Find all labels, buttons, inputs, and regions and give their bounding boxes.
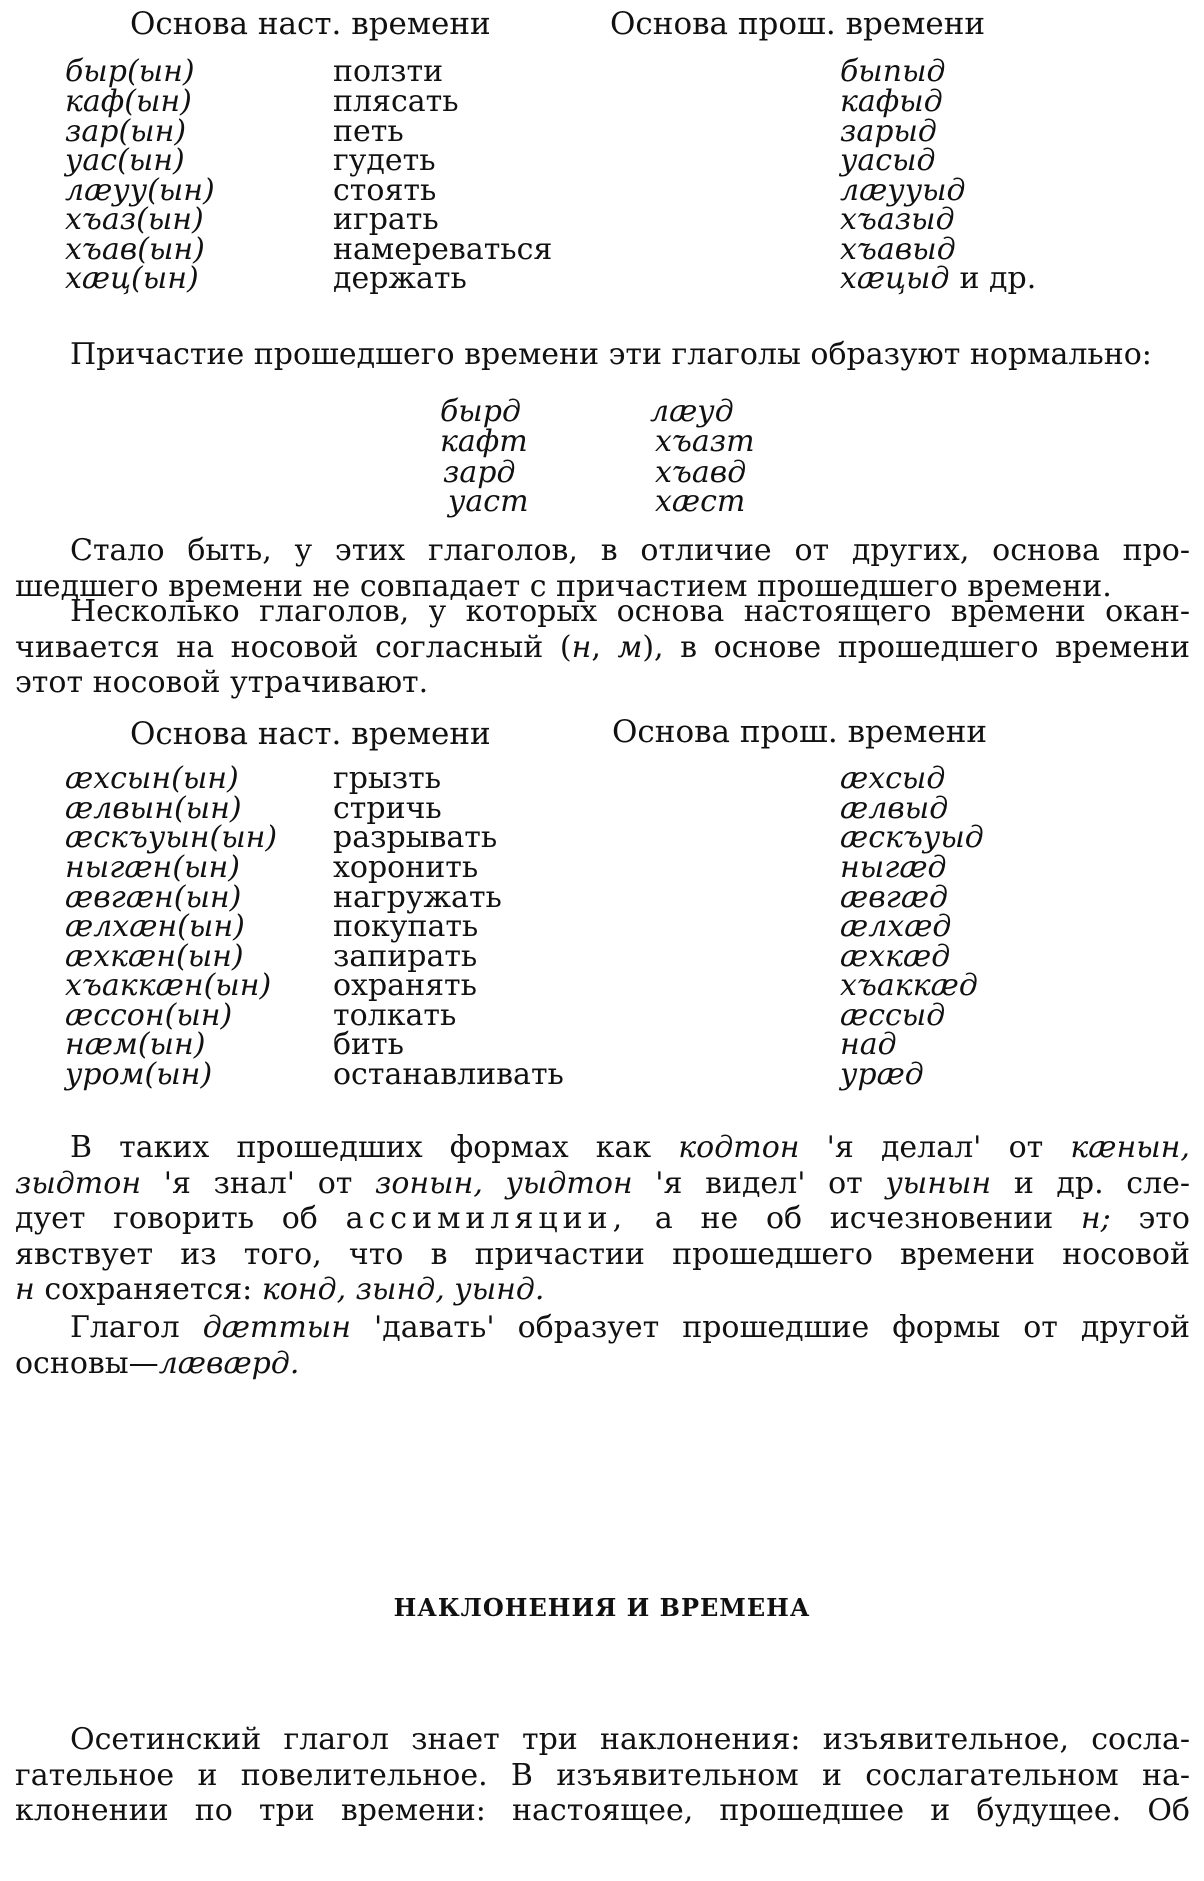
paragraph-line: Стало быть, у этих глаголов, в отличие от других, основа про- <box>70 533 1190 568</box>
past-stem: уасыд <box>840 143 936 178</box>
past-stem: æхсыд <box>840 761 946 796</box>
verb-meaning: плясать <box>333 84 459 119</box>
section-heading: НАКЛОНЕНИЯ И ВРЕМЕНА <box>393 1593 811 1622</box>
text-run: В таких прошедших формах как <box>70 1130 652 1165</box>
paragraph-moods <box>15 1722 1190 1829</box>
example-word: уынын <box>885 1165 992 1201</box>
present-stem: æлхæн(ын) <box>65 909 245 944</box>
verb-meaning: останавливать <box>333 1057 564 1092</box>
paragraph-line <box>15 1272 1190 1308</box>
past-stem: хъаккæд <box>840 968 978 1003</box>
example-word: уыдтон <box>505 1165 633 1201</box>
verb-meaning: грызть <box>333 761 442 796</box>
paragraph-line: Несколько глаголов, у которых основа настоящего времени окан- <box>70 594 1190 629</box>
text-run: , <box>591 629 618 665</box>
verb-meaning: играть <box>333 202 439 237</box>
verb-meaning: покупать <box>333 909 479 944</box>
letter-example: н <box>571 629 592 665</box>
past-stem: хъазыд <box>840 202 955 237</box>
verb-meaning: гудеть <box>333 143 436 178</box>
gloss: 'я видел' <box>655 1165 806 1201</box>
present-stem: æхкæн(ын) <box>65 939 244 974</box>
text-run: и др. сле- <box>1013 1165 1191 1201</box>
verb-meaning: стричь <box>333 791 442 826</box>
participle-right: хæст <box>655 484 746 519</box>
present-stem: каф(ын) <box>65 84 192 119</box>
past-stem: æвгæд <box>840 880 949 915</box>
participle-left: кафт <box>440 424 528 459</box>
verb-meaning: разрывать <box>333 820 498 855</box>
present-stem: æскъуын(ын) <box>65 820 278 855</box>
past-stem: хæцыд <box>840 261 950 296</box>
present-stem: уром(ын) <box>65 1057 213 1092</box>
paragraph-nasal <box>15 594 1190 701</box>
emphasis-term: ассимиляции, <box>345 1201 628 1236</box>
present-stem: хъаз(ын) <box>65 202 204 237</box>
past-stem: зарыд <box>840 114 937 149</box>
present-stem: ныгæн(ын) <box>65 850 240 885</box>
participle-left: уаст <box>448 484 529 519</box>
present-stem: хæц(ын) <box>65 261 199 296</box>
paragraph-assimilation <box>15 1130 1190 1308</box>
example-word: кæнын, <box>1070 1130 1190 1165</box>
text-run: от <box>317 1165 353 1201</box>
text-run: от <box>828 1165 863 1201</box>
gloss: 'я знал' <box>163 1165 296 1201</box>
text-run: а не об исчезновении <box>654 1201 1054 1236</box>
present-stem: хъав(ын) <box>65 232 205 267</box>
participle-right: лæуд <box>650 394 734 429</box>
gloss: 'давать' <box>374 1310 495 1345</box>
text-run: ), в основе прошедшего времени <box>642 629 1190 665</box>
verb-meaning: стоять <box>333 173 437 208</box>
past-stem-cell <box>840 261 1036 296</box>
table2-row <box>0 1057 1204 1093</box>
past-stem: æскъуыд <box>840 820 984 855</box>
verb-meaning: толкать <box>333 998 457 1033</box>
table2-header-present: Основа наст. времени <box>130 716 491 752</box>
past-stem: урæд <box>840 1057 924 1092</box>
paragraph-line: шедшего времени не совпадает с причастием прошедшего времени. <box>15 568 1112 604</box>
paragraph-participle <box>15 337 1190 373</box>
paragraph-line: клонении по три времени: настоящее, прошедшее и будущее. Об <box>15 1793 1190 1828</box>
letter-example: н; <box>1080 1201 1111 1236</box>
example-word: дæттын <box>202 1310 351 1345</box>
text-run: это <box>1138 1201 1190 1236</box>
verb-meaning: нагружать <box>333 880 502 915</box>
participle-right: хъазт <box>655 424 755 459</box>
verb-meaning: запирать <box>333 939 478 974</box>
example-word: зыдтон <box>15 1165 142 1201</box>
verb-meaning: петь <box>333 114 404 149</box>
letter-example: м <box>617 629 643 665</box>
present-stem: æвгæн(ын) <box>65 880 242 915</box>
text-run: образует прошедшие формы от другой <box>517 1310 1191 1345</box>
present-stem: хъаккæн(ын) <box>65 968 272 1003</box>
paragraph-line: явствует из того, что в причастии прошедшего времени носовой <box>15 1236 1190 1272</box>
participle-left: бырд <box>440 394 521 429</box>
example-words: конд, зынд, уынд. <box>261 1272 545 1307</box>
text-run: Глагол <box>70 1310 180 1345</box>
verb-meaning: бить <box>333 1027 404 1062</box>
past-stem: æссыд <box>840 998 946 1033</box>
text-run: основы— <box>15 1345 159 1381</box>
present-stem: быр(ын) <box>65 54 195 89</box>
paragraph-line <box>15 630 1190 666</box>
text-run: дует говорить об <box>15 1201 318 1236</box>
text-run: чивается на носовой согласный ( <box>15 629 572 665</box>
table2-header-past: Основа прош. времени <box>612 714 988 750</box>
table1-header-past: Основа прош. времени <box>610 6 986 42</box>
paragraph-line <box>15 1166 1190 1202</box>
example-word: кодтон <box>678 1130 800 1165</box>
verb-meaning: хоронить <box>333 850 479 885</box>
verb-meaning: ползти <box>333 54 444 89</box>
table1-header-present: Основа наст. времени <box>130 6 491 42</box>
present-stem: уас(ын) <box>65 143 185 178</box>
past-stem: кафыд <box>840 84 943 119</box>
past-stem: ныгæд <box>840 850 947 885</box>
paragraph-line: Осетинский глагол знает три наклонения: изъявительное, сосла- <box>70 1722 1190 1757</box>
example-word: лæвæрд. <box>158 1345 300 1381</box>
participle-right: хъавд <box>655 455 747 490</box>
past-stem: æлвыд <box>840 791 949 826</box>
past-stem: быпыд <box>840 54 946 89</box>
paragraph-line: Причастие прошедшего времени эти глаголы образуют нормально: <box>70 337 1152 372</box>
participle-left: зард <box>443 455 516 490</box>
paragraph-line <box>15 1130 1190 1166</box>
present-stem: æхсын(ын) <box>65 761 239 796</box>
verb-meaning: охранять <box>333 968 477 1003</box>
paragraph-line <box>15 1346 1190 1382</box>
past-stem: æхкæд <box>840 939 951 974</box>
etc-note: и др. <box>959 261 1037 296</box>
text-run: от <box>1008 1130 1044 1165</box>
paragraph-line <box>15 1201 1190 1237</box>
letter-example: н <box>15 1272 35 1307</box>
present-stem: лæуу(ын) <box>65 173 215 208</box>
paragraph-dattyn <box>15 1310 1190 1381</box>
paragraph-line <box>15 1310 1190 1346</box>
past-stem: æлхæд <box>840 909 952 944</box>
verb-meaning: намереваться <box>333 232 553 267</box>
present-stem: зар(ын) <box>65 114 187 149</box>
example-word: зонын, <box>374 1165 483 1201</box>
verb-meaning: держать <box>333 261 467 296</box>
past-stem: над <box>840 1027 897 1062</box>
gloss: 'я делал' <box>826 1130 982 1165</box>
present-stem: æссон(ын) <box>65 998 233 1033</box>
paragraph-line: этот носовой утрачивают. <box>15 665 429 700</box>
table1-row <box>0 261 1204 297</box>
present-stem: нæм(ын) <box>65 1027 206 1062</box>
present-stem: æлвын(ын) <box>65 791 242 826</box>
past-stem: хъавыд <box>840 232 956 267</box>
past-stem: лæууыд <box>840 173 966 208</box>
paragraph-line: гательное и повелительное. В изъявительном и сослагательном на- <box>15 1757 1190 1793</box>
text-run: сохраняется: <box>44 1272 253 1307</box>
